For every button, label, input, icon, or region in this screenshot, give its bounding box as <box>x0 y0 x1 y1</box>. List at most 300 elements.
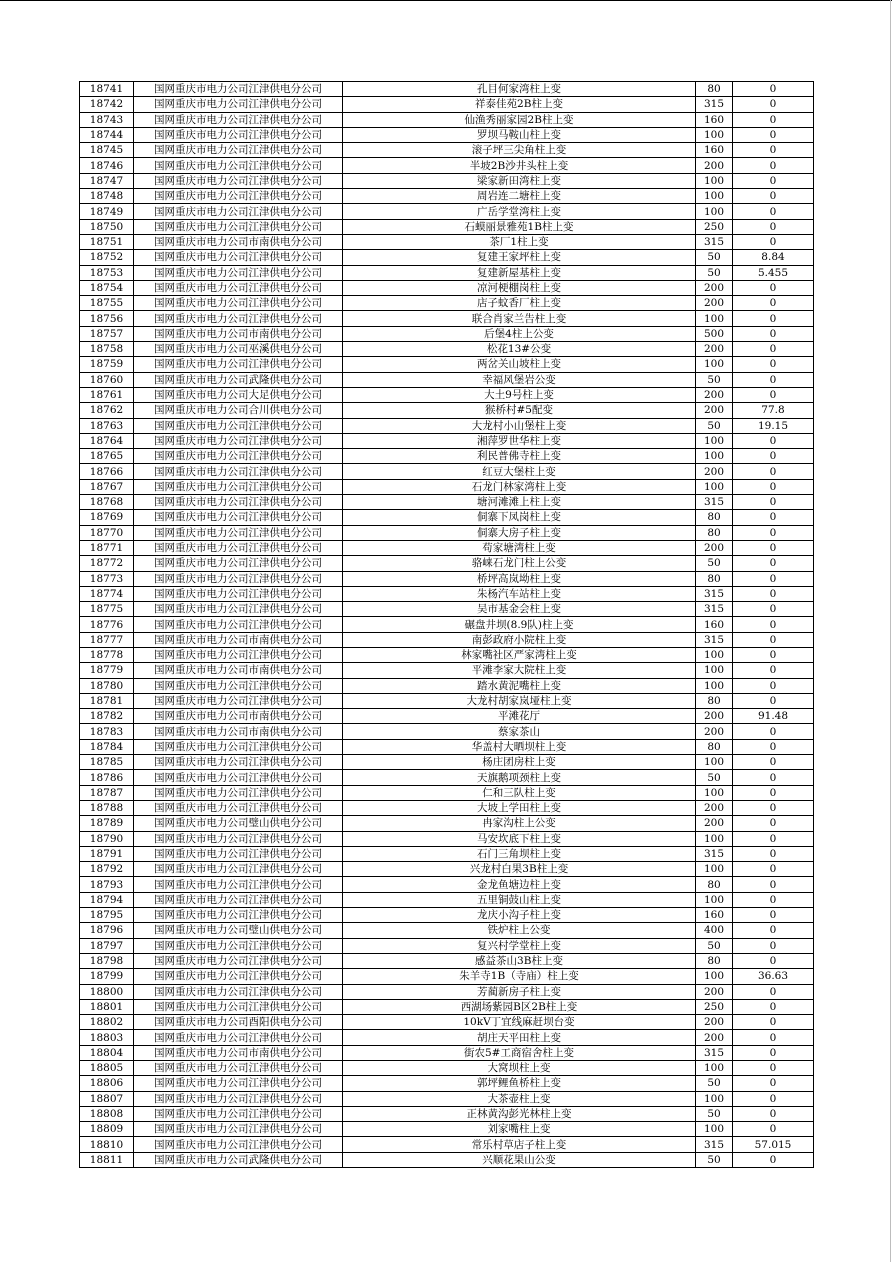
row-number-cell: 18771 <box>80 540 134 555</box>
table-row <box>80 617 814 632</box>
company-name-cell: 国网重庆市电力公司江津供电分公司 <box>134 953 343 968</box>
capacity-cell: 315 <box>696 846 733 861</box>
capacity-cell: 315 <box>696 97 733 112</box>
company-name-cell: 国网重庆市电力公司江津供电分公司 <box>134 571 343 586</box>
row-number-cell: 18753 <box>80 265 134 280</box>
company-name-cell: 国网重庆市电力公司市南供电分公司 <box>134 632 343 647</box>
company-name-cell: 国网重庆市电力公司江津供电分公司 <box>134 158 343 173</box>
transformer-name-cell: 半坡2B沙井头柱上变 <box>343 158 696 173</box>
company-name-cell: 国网重庆市电力公司合川供电分公司 <box>134 403 343 418</box>
company-name-cell: 国网重庆市电力公司江津供电分公司 <box>134 82 343 97</box>
company-name-cell: 国网重庆市电力公司江津供电分公司 <box>134 464 343 479</box>
value-cell: 0 <box>733 158 814 173</box>
value-cell: 8.84 <box>733 250 814 265</box>
table-row <box>80 510 814 525</box>
table-row <box>80 357 814 372</box>
company-name-cell: 国网重庆市电力公司市南供电分公司 <box>134 709 343 724</box>
table-row <box>80 831 814 846</box>
table-row <box>80 311 814 326</box>
transformer-name-cell: 马安坎底下柱上变 <box>343 831 696 846</box>
transformer-name-cell: 踏水黄泥嘴柱上变 <box>343 678 696 693</box>
capacity-cell: 80 <box>696 739 733 754</box>
company-name-cell: 国网重庆市电力公司江津供电分公司 <box>134 173 343 188</box>
transformer-name-cell: 平滩李家大院柱上变 <box>343 663 696 678</box>
company-name-cell: 国网重庆市电力公司市南供电分公司 <box>134 326 343 341</box>
row-number-cell: 18779 <box>80 663 134 678</box>
table-row <box>80 602 814 617</box>
company-name-cell: 国网重庆市电力公司市南供电分公司 <box>134 234 343 249</box>
value-cell: 77.8 <box>733 403 814 418</box>
company-name-cell: 国网重庆市电力公司江津供电分公司 <box>134 770 343 785</box>
company-name-cell: 国网重庆市电力公司江津供电分公司 <box>134 525 343 540</box>
table-row <box>80 1122 814 1137</box>
transformer-name-cell: 大坡上学田柱上变 <box>343 800 696 815</box>
company-name-cell: 国网重庆市电力公司江津供电分公司 <box>134 250 343 265</box>
row-number-cell: 18772 <box>80 556 134 571</box>
row-number-cell: 18781 <box>80 693 134 708</box>
value-cell: 0 <box>733 617 814 632</box>
capacity-cell: 160 <box>696 112 733 127</box>
table-row <box>80 479 814 494</box>
capacity-cell: 400 <box>696 923 733 938</box>
capacity-cell: 50 <box>696 372 733 387</box>
company-name-cell: 国网重庆市电力公司江津供电分公司 <box>134 265 343 280</box>
value-cell: 0 <box>733 800 814 815</box>
table-row <box>80 495 814 510</box>
capacity-cell: 100 <box>696 647 733 662</box>
value-cell: 0 <box>733 189 814 204</box>
transformer-name-cell: 凉河梗棚岗柱上变 <box>343 280 696 295</box>
transformer-name-cell: 侗寨下凤岗柱上变 <box>343 510 696 525</box>
capacity-cell: 100 <box>696 449 733 464</box>
company-name-cell: 国网重庆市电力公司江津供电分公司 <box>134 892 343 907</box>
company-name-cell: 国网重庆市电力公司江津供电分公司 <box>134 280 343 295</box>
transformer-name-cell: 罗坝马鞍山柱上变 <box>343 127 696 142</box>
row-number-cell: 18763 <box>80 418 134 433</box>
value-cell: 0 <box>733 1015 814 1030</box>
company-name-cell: 国网重庆市电力公司江津供电分公司 <box>134 984 343 999</box>
company-name-cell: 国网重庆市电力公司江津供电分公司 <box>134 999 343 1014</box>
value-cell: 0 <box>733 1030 814 1045</box>
transformer-name-cell: 仁和三队柱上变 <box>343 785 696 800</box>
capacity-cell: 100 <box>696 1122 733 1137</box>
table-row <box>80 1015 814 1030</box>
capacity-cell: 100 <box>696 663 733 678</box>
company-name-cell: 国网重庆市电力公司酉阳供电分公司 <box>134 1015 343 1030</box>
row-number-cell: 18806 <box>80 1076 134 1091</box>
table-row <box>80 173 814 188</box>
transformer-name-cell: 郭坪鲤鱼桥柱上变 <box>343 1076 696 1091</box>
company-name-cell: 国网重庆市电力公司江津供电分公司 <box>134 831 343 846</box>
capacity-cell: 50 <box>696 1106 733 1121</box>
transformer-name-cell: 桥坪高岚坳柱上变 <box>343 571 696 586</box>
table-row <box>80 387 814 402</box>
table-row <box>80 709 814 724</box>
table-row <box>80 984 814 999</box>
row-number-cell: 18802 <box>80 1015 134 1030</box>
capacity-cell: 100 <box>696 892 733 907</box>
value-cell: 0 <box>733 586 814 601</box>
row-number-cell: 18741 <box>80 82 134 97</box>
value-cell: 0 <box>733 953 814 968</box>
capacity-cell: 100 <box>696 1061 733 1076</box>
company-name-cell: 国网重庆市电力公司江津供电分公司 <box>134 969 343 984</box>
value-cell: 0 <box>733 862 814 877</box>
value-cell: 0 <box>733 234 814 249</box>
company-name-cell: 国网重庆市电力公司巫溪供电分公司 <box>134 342 343 357</box>
company-name-cell: 国网重庆市电力公司市南供电分公司 <box>134 663 343 678</box>
capacity-cell: 200 <box>696 342 733 357</box>
value-cell: 0 <box>733 877 814 892</box>
transformer-name-cell: 松花13#公变 <box>343 342 696 357</box>
value-cell: 0 <box>733 647 814 662</box>
capacity-cell: 160 <box>696 908 733 923</box>
transformer-name-cell: 铁炉柱上公变 <box>343 923 696 938</box>
transformer-table <box>79 81 814 1168</box>
capacity-cell: 50 <box>696 938 733 953</box>
row-number-cell: 18790 <box>80 831 134 846</box>
value-cell: 0 <box>733 372 814 387</box>
value-cell: 0 <box>733 510 814 525</box>
table-row <box>80 816 814 831</box>
row-number-cell: 18778 <box>80 647 134 662</box>
transformer-name-cell: 联合肖家兰告柱上变 <box>343 311 696 326</box>
transformer-name-cell: 朱杨汽车站柱上变 <box>343 586 696 601</box>
table-row <box>80 1106 814 1121</box>
company-name-cell: 国网重庆市电力公司江津供电分公司 <box>134 678 343 693</box>
company-name-cell: 国网重庆市电力公司江津供电分公司 <box>134 1076 343 1091</box>
capacity-cell: 315 <box>696 1045 733 1060</box>
table-row <box>80 418 814 433</box>
row-number-cell: 18764 <box>80 433 134 448</box>
value-cell: 0 <box>733 984 814 999</box>
value-cell: 0 <box>733 479 814 494</box>
value-cell: 0 <box>733 280 814 295</box>
table-row <box>80 892 814 907</box>
value-cell: 0 <box>733 724 814 739</box>
company-name-cell: 国网重庆市电力公司江津供电分公司 <box>134 540 343 555</box>
capacity-cell: 100 <box>696 433 733 448</box>
value-cell: 0 <box>733 1091 814 1106</box>
capacity-cell: 80 <box>696 571 733 586</box>
capacity-cell: 50 <box>696 1152 733 1167</box>
table-row <box>80 586 814 601</box>
transformer-name-cell: 骆崃石龙门柱上公变 <box>343 556 696 571</box>
capacity-cell: 200 <box>696 403 733 418</box>
table-row <box>80 1152 814 1167</box>
value-cell: 0 <box>733 219 814 234</box>
table-row <box>80 969 814 984</box>
table-row <box>80 219 814 234</box>
capacity-cell: 50 <box>696 1076 733 1091</box>
transformer-name-cell: 滚子坪三尖角柱上变 <box>343 143 696 158</box>
transformer-name-cell: 大龙村胡家岚垭柱上变 <box>343 693 696 708</box>
row-number-cell: 18757 <box>80 326 134 341</box>
table-row <box>80 862 814 877</box>
table-row <box>80 999 814 1014</box>
capacity-cell: 200 <box>696 280 733 295</box>
value-cell: 0 <box>733 82 814 97</box>
company-name-cell: 国网重庆市电力公司江津供电分公司 <box>134 862 343 877</box>
value-cell: 0 <box>733 1122 814 1137</box>
transformer-name-cell: 侗寨大房子柱上变 <box>343 525 696 540</box>
row-number-cell: 18795 <box>80 908 134 923</box>
transformer-name-cell: 幸福风堡岩公变 <box>343 372 696 387</box>
transformer-name-cell: 石蟆丽景雅苑1B柱上变 <box>343 219 696 234</box>
table-row <box>80 525 814 540</box>
capacity-cell: 200 <box>696 540 733 555</box>
transformer-name-cell: 茶厂1柱上变 <box>343 234 696 249</box>
row-number-cell: 18798 <box>80 953 134 968</box>
company-name-cell: 国网重庆市电力公司市南供电分公司 <box>134 1045 343 1060</box>
row-number-cell: 18747 <box>80 173 134 188</box>
table-row <box>80 540 814 555</box>
page-right-edge <box>890 0 891 1262</box>
company-name-cell: 国网重庆市电力公司江津供电分公司 <box>134 1122 343 1137</box>
value-cell: 0 <box>733 357 814 372</box>
value-cell: 0 <box>733 938 814 953</box>
transformer-name-cell: 10kV丁宜线麻赶坝台变 <box>343 1015 696 1030</box>
transformer-name-cell: 红豆大堡柱上变 <box>343 464 696 479</box>
capacity-cell: 80 <box>696 877 733 892</box>
row-number-cell: 18797 <box>80 938 134 953</box>
row-number-cell: 18756 <box>80 311 134 326</box>
value-cell: 0 <box>733 571 814 586</box>
capacity-cell: 80 <box>696 953 733 968</box>
value-cell: 0 <box>733 770 814 785</box>
capacity-cell: 100 <box>696 357 733 372</box>
table-row <box>80 923 814 938</box>
company-name-cell: 国网重庆市电力公司江津供电分公司 <box>134 311 343 326</box>
row-number-cell: 18769 <box>80 510 134 525</box>
table-row <box>80 97 814 112</box>
company-name-cell: 国网重庆市电力公司江津供电分公司 <box>134 1091 343 1106</box>
transformer-name-cell: 正林黄沟彭光林柱上变 <box>343 1106 696 1121</box>
capacity-cell: 50 <box>696 250 733 265</box>
company-name-cell: 国网重庆市电力公司江津供电分公司 <box>134 219 343 234</box>
value-cell: 0 <box>733 112 814 127</box>
transformer-name-cell: 复建新屋基柱上变 <box>343 265 696 280</box>
capacity-cell: 200 <box>696 158 733 173</box>
capacity-cell: 80 <box>696 510 733 525</box>
table-row <box>80 1076 814 1091</box>
value-cell: 0 <box>733 387 814 402</box>
company-name-cell: 国网重庆市电力公司江津供电分公司 <box>134 1106 343 1121</box>
table-row <box>80 693 814 708</box>
row-number-cell: 18744 <box>80 127 134 142</box>
table-row <box>80 877 814 892</box>
row-number-cell: 18793 <box>80 877 134 892</box>
transformer-name-cell: 胡庄天平田柱上变 <box>343 1030 696 1045</box>
table-row <box>80 724 814 739</box>
capacity-cell: 200 <box>696 1015 733 1030</box>
capacity-cell: 80 <box>696 693 733 708</box>
table-row <box>80 953 814 968</box>
value-cell: 0 <box>733 632 814 647</box>
row-number-cell: 18804 <box>80 1045 134 1060</box>
value-cell: 0 <box>733 908 814 923</box>
company-name-cell: 国网重庆市电力公司江津供电分公司 <box>134 418 343 433</box>
table-row <box>80 632 814 647</box>
table-row <box>80 464 814 479</box>
table-row <box>80 127 814 142</box>
company-name-cell: 国网重庆市电力公司江津供电分公司 <box>134 449 343 464</box>
row-number-cell: 18784 <box>80 739 134 754</box>
value-cell: 0 <box>733 525 814 540</box>
row-number-cell: 18768 <box>80 495 134 510</box>
value-cell: 91.48 <box>733 709 814 724</box>
capacity-cell: 100 <box>696 311 733 326</box>
row-number-cell: 18765 <box>80 449 134 464</box>
capacity-cell: 200 <box>696 709 733 724</box>
transformer-name-cell: 常乐村草店子柱上变 <box>343 1137 696 1152</box>
company-name-cell: 国网重庆市电力公司江津供电分公司 <box>134 800 343 815</box>
value-cell: 0 <box>733 816 814 831</box>
value-cell: 0 <box>733 923 814 938</box>
company-name-cell: 国网重庆市电力公司江津供电分公司 <box>134 647 343 662</box>
company-name-cell: 国网重庆市电力公司江津供电分公司 <box>134 785 343 800</box>
table-row <box>80 296 814 311</box>
capacity-cell: 200 <box>696 296 733 311</box>
capacity-cell: 100 <box>696 755 733 770</box>
table-row <box>80 112 814 127</box>
company-name-cell: 国网重庆市电力公司江津供电分公司 <box>134 204 343 219</box>
table-row <box>80 800 814 815</box>
value-cell: 57.015 <box>733 1137 814 1152</box>
row-number-cell: 18796 <box>80 923 134 938</box>
value-cell: 0 <box>733 739 814 754</box>
transformer-name-cell: 吴市基金会柱上变 <box>343 602 696 617</box>
capacity-cell: 200 <box>696 387 733 402</box>
row-number-cell: 18792 <box>80 862 134 877</box>
value-cell: 0 <box>733 97 814 112</box>
company-name-cell: 国网重庆市电力公司江津供电分公司 <box>134 846 343 861</box>
transformer-name-cell: 石龙门林家湾柱上变 <box>343 479 696 494</box>
value-cell: 0 <box>733 433 814 448</box>
transformer-name-cell: 广岳学堂湾柱上变 <box>343 204 696 219</box>
transformer-name-cell: 五里铜鼓山柱上变 <box>343 892 696 907</box>
company-name-cell: 国网重庆市电力公司江津供电分公司 <box>134 495 343 510</box>
table-row <box>80 1091 814 1106</box>
company-name-cell: 国网重庆市电力公司璧山供电分公司 <box>134 816 343 831</box>
value-cell: 0 <box>733 755 814 770</box>
transformer-name-cell: 大龙村小山堡柱上变 <box>343 418 696 433</box>
transformer-name-cell: 猴桥村#5配变 <box>343 403 696 418</box>
row-number-cell: 18751 <box>80 234 134 249</box>
value-cell: 0 <box>733 449 814 464</box>
company-name-cell: 国网重庆市电力公司江津供电分公司 <box>134 739 343 754</box>
table-row <box>80 1045 814 1060</box>
capacity-cell: 250 <box>696 999 733 1014</box>
row-number-cell: 18760 <box>80 372 134 387</box>
row-number-cell: 18783 <box>80 724 134 739</box>
value-cell: 0 <box>733 892 814 907</box>
page-top-border <box>0 0 892 1</box>
row-number-cell: 18745 <box>80 143 134 158</box>
transformer-name-cell: 平滩花厅 <box>343 709 696 724</box>
table-row <box>80 433 814 448</box>
table-row <box>80 846 814 861</box>
table-row <box>80 234 814 249</box>
value-cell: 36.63 <box>733 969 814 984</box>
transformer-name-cell: 塘河滩滩上柱上变 <box>343 495 696 510</box>
row-number-cell: 18800 <box>80 984 134 999</box>
row-number-cell: 18805 <box>80 1061 134 1076</box>
transformer-name-cell: 芳蔺新房子柱上变 <box>343 984 696 999</box>
company-name-cell: 国网重庆市电力公司江津供电分公司 <box>134 556 343 571</box>
table-row <box>80 770 814 785</box>
capacity-cell: 160 <box>696 143 733 158</box>
value-cell: 0 <box>733 495 814 510</box>
table-row <box>80 1061 814 1076</box>
company-name-cell: 国网重庆市电力公司江津供电分公司 <box>134 433 343 448</box>
transformer-name-cell: 西湖场紫园B区2B柱上变 <box>343 999 696 1014</box>
row-number-cell: 18773 <box>80 571 134 586</box>
table-row <box>80 1137 814 1152</box>
capacity-cell: 100 <box>696 204 733 219</box>
transformer-name-cell: 大土9号柱上变 <box>343 387 696 402</box>
value-cell: 0 <box>733 342 814 357</box>
table-row <box>80 449 814 464</box>
company-name-cell: 国网重庆市电力公司江津供电分公司 <box>134 189 343 204</box>
row-number-cell: 18755 <box>80 296 134 311</box>
capacity-cell: 100 <box>696 969 733 984</box>
row-number-cell: 18782 <box>80 709 134 724</box>
capacity-cell: 100 <box>696 1091 733 1106</box>
capacity-cell: 50 <box>696 770 733 785</box>
table-row <box>80 739 814 754</box>
transformer-name-cell: 复建王家坪柱上变 <box>343 250 696 265</box>
transformer-name-cell: 大窝坝柱上变 <box>343 1061 696 1076</box>
company-name-cell: 国网重庆市电力公司江津供电分公司 <box>134 1061 343 1076</box>
value-cell: 0 <box>733 831 814 846</box>
table-row <box>80 663 814 678</box>
row-number-cell: 18775 <box>80 602 134 617</box>
table-row <box>80 342 814 357</box>
company-name-cell: 国网重庆市电力公司璧山供电分公司 <box>134 923 343 938</box>
company-name-cell: 国网重庆市电力公司大足供电分公司 <box>134 387 343 402</box>
value-cell: 0 <box>733 540 814 555</box>
row-number-cell: 18776 <box>80 617 134 632</box>
capacity-cell: 100 <box>696 862 733 877</box>
capacity-cell: 100 <box>696 173 733 188</box>
capacity-cell: 500 <box>696 326 733 341</box>
row-number-cell: 18754 <box>80 280 134 295</box>
row-number-cell: 18742 <box>80 97 134 112</box>
table-row <box>80 403 814 418</box>
company-name-cell: 国网重庆市电力公司武隆供电分公司 <box>134 1152 343 1167</box>
value-cell: 0 <box>733 663 814 678</box>
value-cell: 0 <box>733 173 814 188</box>
company-name-cell: 国网重庆市电力公司江津供电分公司 <box>134 617 343 632</box>
transformer-name-cell: 大茶壶柱上变 <box>343 1091 696 1106</box>
row-number-cell: 18749 <box>80 204 134 219</box>
transformer-name-cell: 刘家嘴柱上变 <box>343 1122 696 1137</box>
capacity-cell: 200 <box>696 464 733 479</box>
value-cell: 0 <box>733 1045 814 1060</box>
table-row <box>80 189 814 204</box>
capacity-cell: 50 <box>696 556 733 571</box>
table-row <box>80 556 814 571</box>
row-number-cell: 18785 <box>80 755 134 770</box>
table-row <box>80 158 814 173</box>
table-row <box>80 647 814 662</box>
row-number-cell: 18761 <box>80 387 134 402</box>
value-cell: 0 <box>733 296 814 311</box>
value-cell: 0 <box>733 1061 814 1076</box>
row-number-cell: 18762 <box>80 403 134 418</box>
capacity-cell: 50 <box>696 418 733 433</box>
